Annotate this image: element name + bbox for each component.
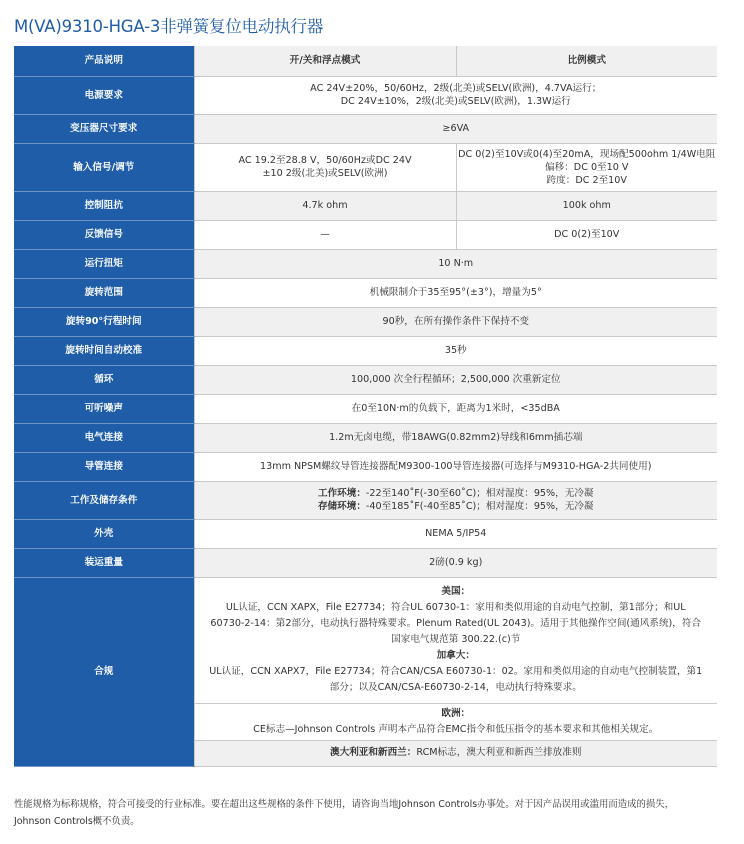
row-torque bbox=[14, 249, 717, 278]
row-auto-calibration bbox=[14, 336, 717, 365]
row-power bbox=[14, 76, 717, 114]
row-label: 旋转90°行程时间 bbox=[14, 307, 194, 336]
row-label: 导管连接 bbox=[14, 452, 194, 481]
environment-storage bbox=[195, 500, 718, 513]
compliance-ca-line-2: 部分；以及CAN/CSA-E60730-2-14，电动执行特殊要求。 bbox=[329, 682, 582, 693]
compliance-ca-line-1: UL认证，CCN XAPX7，File E27734；符合CAN/CSA E60730-1：02。家用和类似用途的自动电气控制装置，第1 bbox=[209, 666, 703, 677]
spec-table bbox=[14, 46, 717, 767]
row-label: 工作及储存条件 bbox=[14, 481, 194, 519]
footnote bbox=[14, 796, 726, 830]
input-col2-line-1: DC 0(2)至10V或0(4)至20mA，现场配500ohm 1/4W电阻 bbox=[458, 148, 716, 160]
row-housing bbox=[14, 519, 717, 548]
operating-label: 工作环境： bbox=[317, 488, 366, 499]
power-line-1: AC 24V±20%，50/60Hz，2级(北美)或SELV(欧洲)，4.7VA运行； bbox=[310, 83, 602, 94]
row-value: 90秒，在所有操作条件下保持不变 bbox=[194, 307, 717, 336]
input-col2-line-3: 跨度：DC 2至10V bbox=[546, 174, 627, 186]
row-value: ≥6VA bbox=[194, 114, 717, 143]
row-label: 可听噪声 bbox=[14, 394, 194, 423]
compliance-au-title: 澳大利亚和新西兰： bbox=[330, 747, 417, 758]
row-value: 机械限制介于35至95°(±3°)，增量为5° bbox=[194, 278, 717, 307]
row-label: 旋转时间自动校准 bbox=[14, 336, 194, 365]
row-label: 装运重量 bbox=[14, 548, 194, 577]
row-label: 运行扭矩 bbox=[14, 249, 194, 278]
compliance-us-line-3: 国家电气规范第 300.22.(c)节 bbox=[391, 634, 521, 645]
row-value: 35秒 bbox=[194, 336, 717, 365]
input-col-onoff bbox=[194, 143, 456, 191]
row-noise bbox=[14, 394, 717, 423]
row-label: 电气连接 bbox=[14, 423, 194, 452]
row-value: 100,000 次全行程循环；2,500,000 次重新定位 bbox=[194, 365, 717, 394]
row-value bbox=[194, 481, 717, 519]
row-value: 1.2m无卤电缆，带18AWG(0.82mm2)导线和6mm插芯端 bbox=[194, 423, 717, 452]
impedance-col2: 100k ohm bbox=[456, 191, 717, 220]
power-line-2: DC 24V±10%，2级(北美)或SELV(欧洲)，1.3W运行 bbox=[340, 96, 571, 107]
row-rotation-time bbox=[14, 307, 717, 336]
storage-label: 存储环境： bbox=[317, 501, 366, 512]
compliance-ca-title: 加拿大： bbox=[436, 650, 475, 661]
footnote-line-2: Johnson Controls概不负责。 bbox=[14, 816, 140, 827]
row-electrical bbox=[14, 423, 717, 452]
compliance-europe bbox=[194, 703, 717, 740]
row-label: 外壳 bbox=[14, 519, 194, 548]
input-col2-line-2: 偏移：DC 0至10 V bbox=[545, 161, 629, 173]
input-col-proportional bbox=[456, 143, 717, 191]
row-label: 输入信号/调节 bbox=[14, 143, 194, 191]
row-value: 13mm NPSM螺纹导管连接器配M9300-100导管连接器(可选择与M9310-HGA-2共同使用) bbox=[194, 452, 717, 481]
row-feedback bbox=[14, 220, 717, 249]
input-col1-line-1: AC 19.2至28.8 V，50/60Hz或DC 24V bbox=[238, 155, 412, 166]
operating-value: -22至140˚F(-30至60˚C)；相对湿度：95%，无冷凝 bbox=[365, 488, 594, 499]
row-input bbox=[14, 143, 717, 191]
row-compliance-us-ca bbox=[14, 577, 717, 703]
row-label: 反馈信号 bbox=[14, 220, 194, 249]
row-value: 10 N·m bbox=[194, 249, 717, 278]
row-value bbox=[194, 76, 717, 114]
row-environment bbox=[14, 481, 717, 519]
row-label: 合规 bbox=[14, 577, 194, 766]
row-value: NEMA 5/IP54 bbox=[194, 519, 717, 548]
row-cycles bbox=[14, 365, 717, 394]
header-row bbox=[14, 46, 717, 76]
compliance-au-text: RCM标志，澳大利亚和新西兰排放准则 bbox=[416, 747, 582, 758]
footnote-line-1: 性能规格为标称规格，符合可接受的行业标准。要在超出这些规格的条件下使用，请咨询当地Johnson Controls办事处。对于因产品误用或滥用而造成的损失， bbox=[14, 799, 674, 810]
row-label: 电源要求 bbox=[14, 76, 194, 114]
feedback-col2: DC 0(2)至10V bbox=[456, 220, 717, 249]
compliance-us-title: 美国： bbox=[441, 586, 471, 597]
row-label: 旋转范围 bbox=[14, 278, 194, 307]
row-weight bbox=[14, 548, 717, 577]
header-col-onoff: 开/关和浮点模式 bbox=[194, 46, 456, 76]
row-value: 在0至10N·m的负载下，距离为1米时，<35dBA bbox=[194, 394, 717, 423]
row-impedance bbox=[14, 191, 717, 220]
row-label: 循环 bbox=[14, 365, 194, 394]
row-rotation-range bbox=[14, 278, 717, 307]
compliance-north-america bbox=[194, 577, 717, 703]
impedance-col1: 4.7k ohm bbox=[194, 191, 456, 220]
header-col-proportional: 比例模式 bbox=[456, 46, 717, 76]
input-col1-line-2: ±10 2级(北美)或SELV(欧洲) bbox=[262, 168, 388, 179]
feedback-col1: — bbox=[194, 220, 456, 249]
row-value: 2磅(0.9 kg) bbox=[194, 548, 717, 577]
page-title: M(VA)9310-HGA-3非弹簧复位电动执行器 bbox=[14, 17, 324, 36]
header-label: 产品说明 bbox=[14, 46, 194, 76]
row-conduit bbox=[14, 452, 717, 481]
compliance-us-line-2: 60730-2-14：第2部分，电动执行器特殊要求。Plenum Rated(UL 2043)。适用于其他操作空间(通风系统)，符合 bbox=[210, 618, 702, 629]
compliance-eu-title: 欧洲： bbox=[441, 707, 471, 719]
storage-value: -40至185˚F(-40至85˚C)；相对湿度：95%，无冷凝 bbox=[365, 501, 594, 512]
compliance-eu-text: CE标志—Johnson Controls 声明本产品符合EMC指令和低压指令的基本要求和其他相关规定。 bbox=[253, 723, 659, 735]
compliance-us-line-1: UL认证，CCN XAPX，File E27734；符合UL 60730-1：家用和类似用途的自动电气控制，第1部分；和UL bbox=[225, 602, 686, 613]
row-transformer bbox=[14, 114, 717, 143]
row-label: 变压器尺寸要求 bbox=[14, 114, 194, 143]
row-label: 控制阻抗 bbox=[14, 191, 194, 220]
environment-operating bbox=[195, 487, 718, 500]
compliance-australia bbox=[194, 740, 717, 766]
